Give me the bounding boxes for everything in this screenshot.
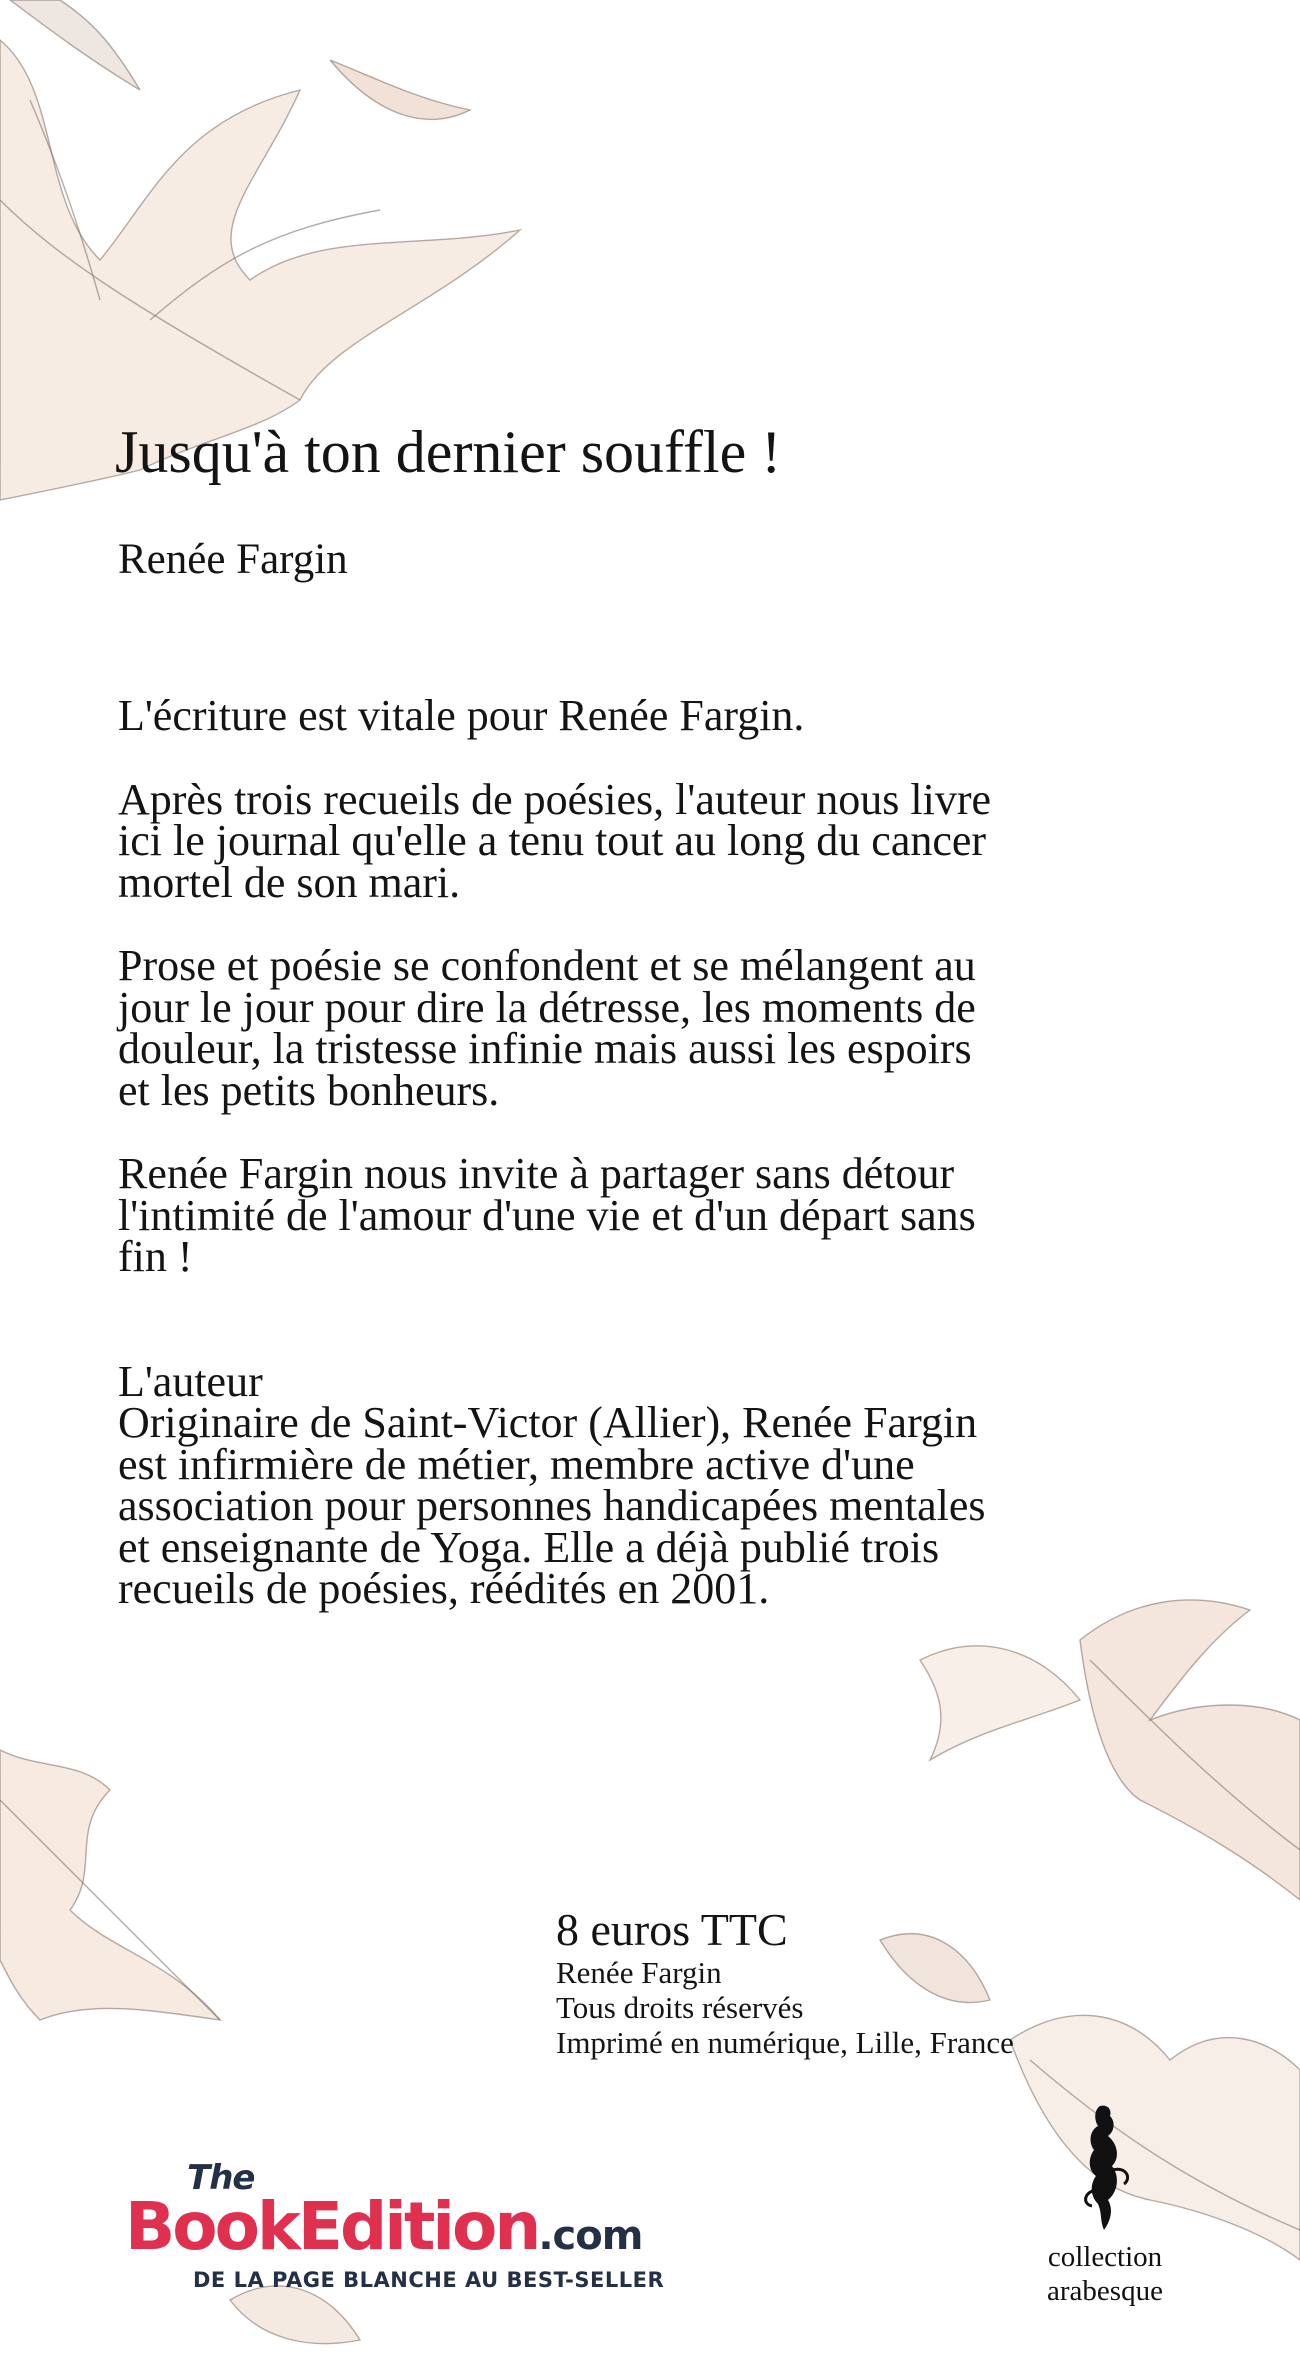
colophon-author: Renée Fargin [556,1955,722,1990]
logo-wordmark [125,2188,642,2265]
figure-silhouette-icon [1060,2100,1150,2235]
author-name: Renée Fargin [118,536,348,583]
price: 8 euros TTC [556,1904,788,1955]
rights-notice: Tous droits réservés [556,1990,804,2025]
colophon [556,1905,1014,2060]
about-heading: L'auteur [118,1356,263,1406]
blurb-paragraph: Après trois recueils de poésies, l'auteur nous livre ici le journal qu'elle a tenu tout au long du cancer mortel de son mari. [118,774,992,907]
logo-the: The [187,2158,255,2198]
blurb-paragraph: Renée Fargin nous invite à partager sans détour l'intimité de l'amour d'une vie et d'un départ sans fin ! [118,1149,976,1281]
print-notice: Imprimé en numérique, Lille, France [556,2025,1014,2060]
collection-line2: arabesque [1047,2275,1163,2307]
bookedition-logo [125,2158,705,2298]
blurb-paragraph: Prose et poésie se confondent et se mélangent au jour le jour pour dire la détresse, les moments de douleur, la tristesse infinie mais aussi les espoirs et les petits bonheurs. [118,941,976,1115]
collection-label [1010,2240,1200,2308]
blurb-paragraph: L'écriture est vitale pour Renée Fargin. [118,691,805,740]
logo-brand: BookEdition [125,2188,539,2265]
collection-arabesque-mark [1010,2100,1200,2310]
logo-tagline: DE LA PAGE BLANCHE AU BEST-SELLER [193,2268,665,2292]
book-title: Jusqu'à ton dernier souffle ! [115,419,782,485]
blurb [118,691,998,1613]
logo-domain: .com [538,2213,643,2259]
collection-line1: collection [1047,2241,1163,2273]
about-text: Originaire de Saint-Victor (Allier), Renée Fargin est infirmière de métier, membre active d'une association pour personnes handicapées mentales et enseignante de Yoga. Elle a déjà publié trois recueils de poésies, réédités en 2001. [118,1398,986,1613]
